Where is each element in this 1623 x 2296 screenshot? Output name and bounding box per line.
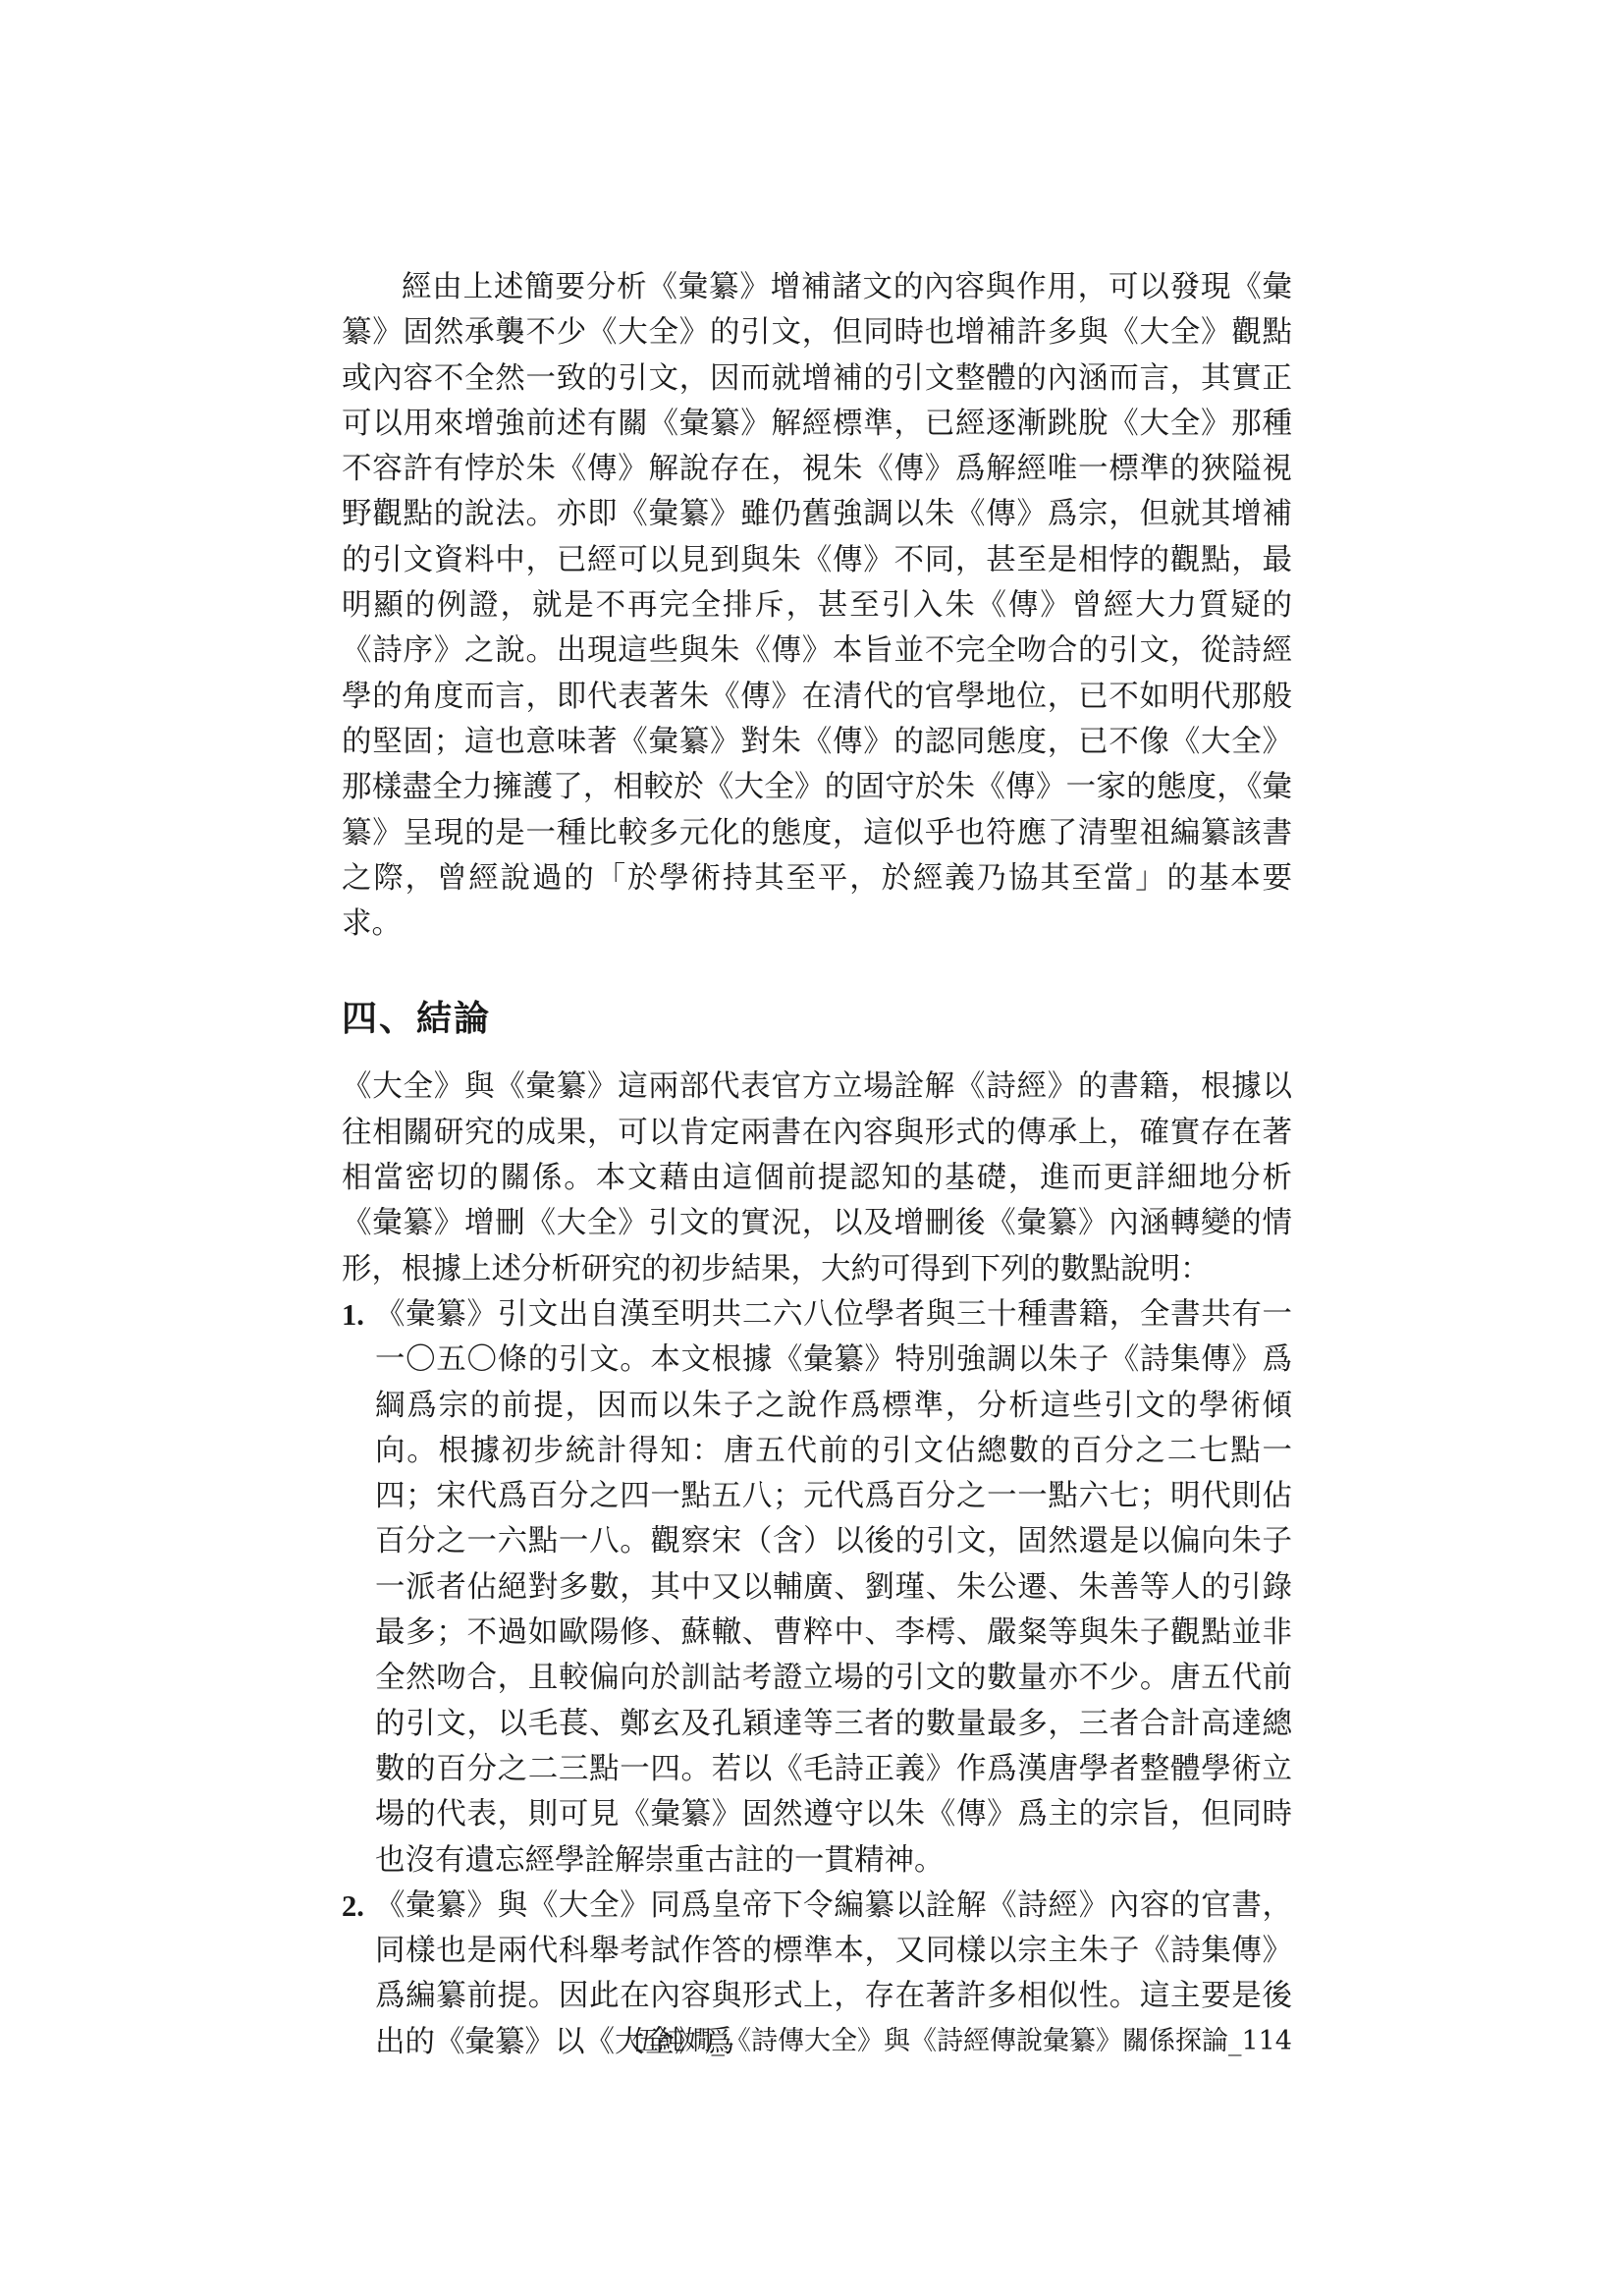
intro-paragraph: 經由上述簡要分析《彙纂》增補諸文的內容與作用，可以發現《彙纂》固然承襲不少《大全》的引文，但同時也增補許多與《大全》觀點或內容不全然一致的引文，因而就增補的引文整體的內涵而言，其實正可以用來增強前述有關《彙纂》解經標準，已經逐漸跳脫《大全》那種不容許有悖於朱《傳》解說存在，視朱《傳》爲解經唯一標準的狹隘視野觀點的說法。亦即《彙纂》雖仍舊強調以朱《傳》爲宗，但就其增補的引文資料中，已經可以見到與朱《傳》不同，甚至是相悖的觀點，最明顯的例證，就是不再完全排斥，甚至引入朱《傳》曾經大力質疑的《詩序》之說。出現這些與朱《傳》本旨並不完全吻合的引文，從詩經學的角度而言，即代表著朱《傳》在清代的官學地位，已不如明代那般的堅固；這也意味著《彙纂》對朱《傳》的認同態度，已不像《大全》那樣盡全力擁護了，相較於《大全》的固守於朱《傳》一家的態度，《彙纂》呈現的是一種比較多元化的態度，這似乎也符應了清聖祖編纂該書之際，曾經說過的「於學術持其至平，於經義乃協其至當」的基本要求。	[342, 270, 1292, 942]
list-item-text: 《彙纂》與《大全》同爲皇帝下令編纂以詮解《詩經》內容的官書，同樣也是兩代科舉考試作答的標準本，又同樣以宗主朱子《詩集傳》爲編纂前提。因此在內容與形式上，存在著許多相似性。這主要是後出的《彙纂》以《大全》爲	[375, 1887, 1292, 2059]
section-heading: 四、結論	[342, 998, 492, 1040]
list-item	[342, 1292, 1292, 1884]
document-body	[342, 265, 1292, 2065]
list-item-number: 2.	[342, 1888, 364, 1923]
conclusion-intro-paragraph: 《大全》與《彙纂》這兩部代表官方立場詮解《詩經》的書籍，根據以往相關研究的成果，可以肯定兩書在內容與形式的傳承上，確實存在著相當密切的關係。本文藉由這個前提認知的基礎，進而更詳細地分析《彙纂》增刪《大全》引文的實況，以及增刪後《彙纂》內涵轉變的情形，根據上述分析研究的初步結果，大約可得到下列的數點說明：	[342, 1069, 1292, 1286]
list-item-text: 《彙纂》引文出自漢至明共二六八位學者與三十種書籍，全書共有一一〇五〇條的引文。本文根據《彙纂》特別強調以朱子《詩集傳》爲綱爲宗的前提，因而以朱子之說作爲標準，分析這些引文的學術傾向。根據初步統計得知：唐五代前的引文佔總數的百分之二七點一四；宋代爲百分之四一點五八；元代爲百分之一一點六七；明代則佔百分之一六點一八。觀察宋（含）以後的引文，固然還是以偏向朱子一派者佔絕對多數，其中又以輔廣、劉瑾、朱公遷、朱善等人的引錄最多；不過如歐陽修、蘇轍、曹粹中、李樗、嚴粲等與朱子觀點並非全然吻合，且較偏向於訓詁考證立場的引文的數量亦不少。唐五代前的引文，以毛萇、鄭玄及孔穎達等三者的數量最多，三者合計高達總數的百分之二三點一四。若以《毛詩正義》作爲漢唐學者整體學術立場的代表，則可見《彙纂》固然遵守以朱《傳》爲主的宗旨，但同時也沒有遺忘經學詮解崇重古註的一貫精神。	[375, 1296, 1292, 1878]
list-item-number: 1.	[342, 1297, 364, 1332]
running-footer: 伍純嫺_《詩傳大全》與《詩經傳說彙纂》關係探論_114	[631, 2026, 1292, 2056]
